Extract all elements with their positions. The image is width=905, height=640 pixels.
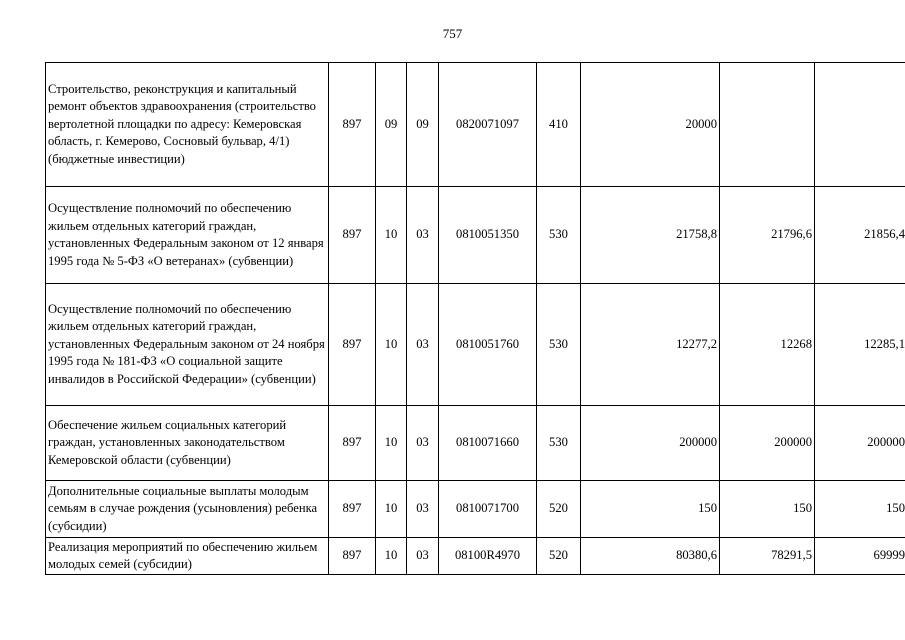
subsection-code: 03: [407, 538, 439, 575]
year3-amount: 12285,1: [815, 284, 905, 406]
year3-amount: [815, 63, 905, 187]
year2-amount: 12268: [720, 284, 815, 406]
admin-code: 897: [329, 406, 376, 481]
row-description: Реализация мероприятий по обеспечению жильем молодых семей (субсидии): [46, 538, 329, 575]
section-code: 09: [376, 63, 407, 187]
admin-code: 897: [329, 63, 376, 187]
year1-amount: 21758,8: [581, 187, 720, 284]
page-number: 757: [442, 26, 463, 41]
admin-code: 897: [329, 284, 376, 406]
admin-code: 897: [329, 187, 376, 284]
year3-amount: 21856,4: [815, 187, 905, 284]
year1-amount: 200000: [581, 406, 720, 481]
article-code: 0810071660: [439, 406, 537, 481]
table-row: [46, 406, 905, 481]
subsection-code: 03: [407, 481, 439, 538]
table-row: [46, 481, 905, 538]
admin-code: 897: [329, 538, 376, 575]
table-row: [46, 284, 905, 406]
section-code: 10: [376, 187, 407, 284]
table-row: [46, 63, 905, 187]
year1-amount: 80380,6: [581, 538, 720, 575]
expense-kind-code: 530: [537, 406, 581, 481]
section-code: 10: [376, 406, 407, 481]
year2-amount: 200000: [720, 406, 815, 481]
budget-table: [45, 62, 905, 575]
table-row: [46, 538, 905, 575]
section-code: 10: [376, 481, 407, 538]
article-code: 0820071097: [439, 63, 537, 187]
year2-amount: 78291,5: [720, 538, 815, 575]
subsection-code: 03: [407, 284, 439, 406]
year1-amount: 20000: [581, 63, 720, 187]
section-code: 10: [376, 284, 407, 406]
year3-amount: 200000: [815, 406, 905, 481]
subsection-code: 03: [407, 406, 439, 481]
year3-amount: 69999: [815, 538, 905, 575]
admin-code: 897: [329, 481, 376, 538]
year2-amount: 21796,6: [720, 187, 815, 284]
article-code: 08100R4970: [439, 538, 537, 575]
year2-amount: [720, 63, 815, 187]
expense-kind-code: 520: [537, 481, 581, 538]
row-description: Обеспечение жильем социальных категорий граждан, установленных законодательством Кемеровской области (субвенции): [46, 406, 329, 481]
expense-kind-code: 410: [537, 63, 581, 187]
row-description: Строительство, реконструкция и капитальный ремонт объектов здравоохранения (строительство вертолетной площадки по адресу: Кемеровская область, г. Кемерово, Сосновый бульвар, 4/1) (бюджетные инвестиции): [46, 63, 329, 187]
section-code: 10: [376, 538, 407, 575]
article-code: 0810051760: [439, 284, 537, 406]
table-row: [46, 187, 905, 284]
article-code: 0810071700: [439, 481, 537, 538]
expense-kind-code: 530: [537, 284, 581, 406]
subsection-code: 09: [407, 63, 439, 187]
row-description: Дополнительные социальные выплаты молодым семьям в случае рождения (усыновления) ребенка (субсидии): [46, 481, 329, 538]
expense-kind-code: 520: [537, 538, 581, 575]
row-description: Осуществление полномочий по обеспечению жильем отдельных категорий граждан, установленных Федеральным законом от 12 января 1995 года № 5-ФЗ «О ветеранах» (субвенции): [46, 187, 329, 284]
expense-kind-code: 530: [537, 187, 581, 284]
year1-amount: 12277,2: [581, 284, 720, 406]
year3-amount: 150: [815, 481, 905, 538]
article-code: 0810051350: [439, 187, 537, 284]
year1-amount: 150: [581, 481, 720, 538]
row-description: Осуществление полномочий по обеспечению жильем отдельных категорий граждан, установленных Федеральным законом от 24 ноября 1995 года № 181-ФЗ «О социальной защите инвалидов в Российской Федерации» (субвенции): [46, 284, 329, 406]
year2-amount: 150: [720, 481, 815, 538]
subsection-code: 03: [407, 187, 439, 284]
